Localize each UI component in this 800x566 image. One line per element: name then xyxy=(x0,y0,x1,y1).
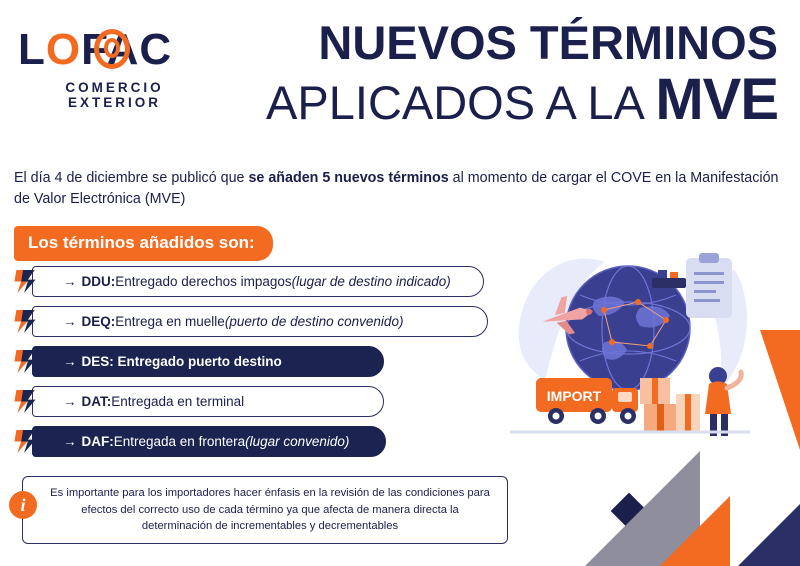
bolt-icon xyxy=(14,269,36,294)
arrow-icon: → xyxy=(63,274,77,289)
list-item xyxy=(14,386,484,417)
title-line-2-prefix: APLICADOS A LA xyxy=(266,76,656,130)
bolt-icon xyxy=(14,349,36,374)
title-line-1: NUEVOS TÉRMINOS xyxy=(318,16,778,69)
term-code: DAF: xyxy=(81,434,114,449)
logo-word-part2: FAC xyxy=(81,25,173,74)
intro-paragraph xyxy=(14,168,786,209)
term-note: (puerto de destino convenido) xyxy=(224,314,404,329)
bolt-icon xyxy=(14,429,36,454)
list-item xyxy=(14,426,484,457)
arrow-icon: → xyxy=(63,314,77,329)
bolt-icon xyxy=(14,309,36,334)
term-code: DDU: xyxy=(81,274,116,289)
terms-list xyxy=(14,266,484,466)
term-note: (lugar convenido) xyxy=(245,434,350,449)
brand-logo xyxy=(18,25,218,110)
intro-text-bold: se añaden 5 nuevos términos xyxy=(248,170,449,186)
term-code: DAT: xyxy=(81,394,112,409)
term-chip xyxy=(32,346,384,377)
list-item xyxy=(14,266,484,297)
term-text: Entrega en muelle xyxy=(115,314,225,329)
term-note: (lugar de destino indicado) xyxy=(291,274,451,289)
list-item xyxy=(14,306,484,337)
intro-text-part2: al momento de cargar el COVE en la Manifestación de Valor Electrónica (MVE) xyxy=(14,170,779,207)
term-text: Entregada en terminal xyxy=(111,394,245,409)
arrow-icon: → xyxy=(63,394,77,409)
info-note-text: Es importante para los importadores hacer énfasis en la revisión de las condiciones para efectos del correcto uso de cada término ya que afecta de manera directa la determinación de incrementables y decrementables xyxy=(50,486,490,533)
bolt-icon xyxy=(14,389,36,414)
info-note xyxy=(22,476,508,544)
decor-orange-triangle xyxy=(660,496,730,566)
list-item xyxy=(14,346,484,377)
logo-word-part1: L xyxy=(18,25,46,74)
page-header xyxy=(0,0,800,152)
page-title xyxy=(218,16,778,133)
term-chip xyxy=(32,426,386,457)
intro-text-part1: El día 4 de diciembre se publicó que xyxy=(14,170,249,186)
logo-ring-inner-icon xyxy=(104,38,120,58)
term-code: DES: Entregado puerto destino xyxy=(81,354,282,369)
logo-word-accent: O xyxy=(45,25,82,74)
term-text: Entregado derechos impagos xyxy=(115,274,292,289)
logo-tagline: COMERCIO EXTERIOR xyxy=(65,80,164,110)
title-line-2 xyxy=(218,67,778,133)
section-heading-pill: Los términos añadidos son: xyxy=(14,226,273,261)
term-text: Entregada en frontera xyxy=(113,434,246,449)
title-mve: MVE xyxy=(655,67,778,133)
arrow-icon: → xyxy=(63,434,77,449)
arrow-icon: → xyxy=(63,354,77,369)
term-code: DEQ: xyxy=(81,314,116,329)
term-chip xyxy=(32,266,484,297)
term-chip xyxy=(32,386,384,417)
decor-gray-triangle xyxy=(585,451,700,566)
truck-label: IMPORT xyxy=(546,388,602,404)
term-chip xyxy=(32,306,488,337)
info-icon: i xyxy=(9,491,37,519)
import-illustration xyxy=(500,250,770,465)
decor-navy-triangle xyxy=(738,504,800,566)
